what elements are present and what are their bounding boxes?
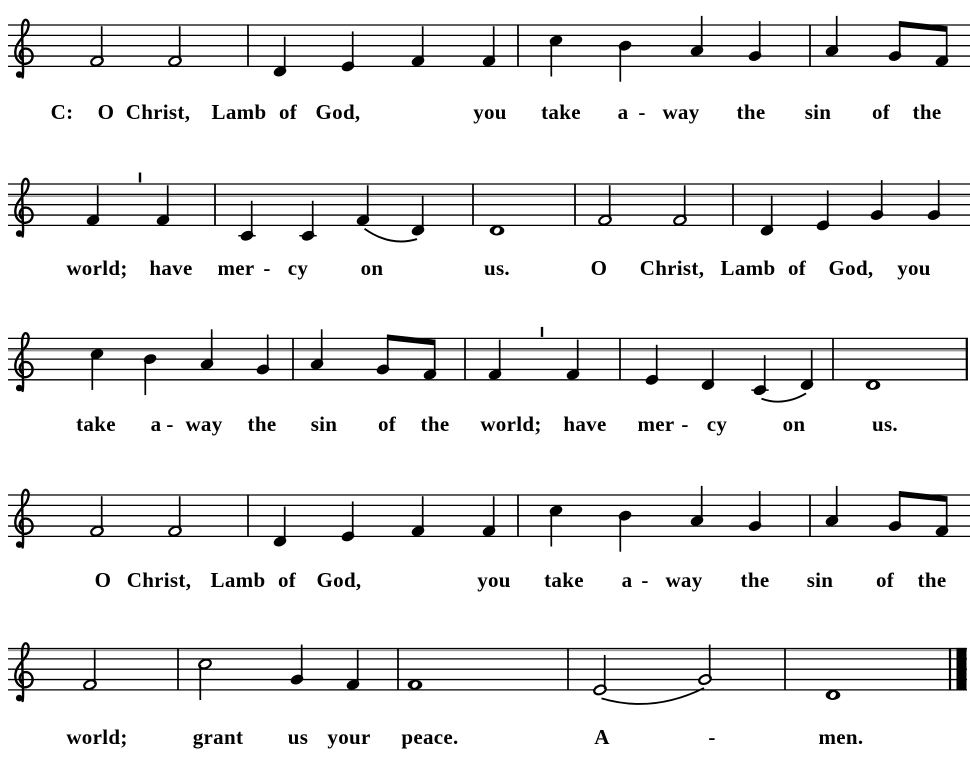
lyric-syllable: sin xyxy=(804,100,832,124)
lyric-syllable: God, xyxy=(316,568,362,592)
lyric-syllable: God, xyxy=(828,256,874,280)
lyric-syllable: have xyxy=(149,256,193,280)
eighth-beam xyxy=(388,334,435,345)
lyric-syllable: a xyxy=(621,568,633,592)
lyric-syllable: us. xyxy=(483,256,511,280)
lyric-syllable: Lamb xyxy=(720,256,776,280)
treble-clef-icon xyxy=(15,643,32,701)
lyric-hyphen: - xyxy=(708,725,716,749)
lyric-syllable: sin xyxy=(806,568,834,592)
lyric-hyphen: - xyxy=(681,412,689,436)
lyric-syllable: of xyxy=(377,412,397,436)
treble-clef-ball xyxy=(16,230,23,237)
lyric-syllable: have xyxy=(563,412,607,436)
eighth-beam xyxy=(900,21,947,32)
treble-clef-ball xyxy=(16,695,23,702)
lyric-syllable: cy xyxy=(706,412,728,436)
treble-clef-curve xyxy=(15,20,32,78)
lyric-syllable: Lamb xyxy=(211,100,267,124)
lyric-syllable: of xyxy=(278,100,298,124)
lyric-syllable: world; xyxy=(480,412,542,436)
lyric-syllable: of xyxy=(871,100,891,124)
lyric-syllable: God, xyxy=(315,100,361,124)
lyric-syllable: us xyxy=(287,725,309,749)
lyric-hyphen: - xyxy=(638,100,646,124)
lyric-syllable: mer xyxy=(637,412,675,436)
lyric-syllable: O xyxy=(94,568,112,592)
treble-clef-curve xyxy=(15,643,32,701)
treble-clef-icon xyxy=(15,333,32,391)
lyric-syllable: the xyxy=(736,100,766,124)
slur xyxy=(762,393,807,401)
lyric-syllable: us. xyxy=(871,412,899,436)
lyric-syllable: you xyxy=(477,568,511,592)
lyric-syllable: way xyxy=(185,412,223,436)
lyric-syllable: the xyxy=(740,568,770,592)
lyric-syllable: take xyxy=(76,412,116,436)
lyric-hyphen: - xyxy=(263,256,271,280)
lyric-syllable: the xyxy=(917,568,947,592)
treble-clef-icon xyxy=(15,20,32,78)
breath-mark xyxy=(139,173,141,183)
breath-mark xyxy=(541,327,543,337)
treble-clef-curve xyxy=(15,333,32,391)
lyric-syllable: the xyxy=(420,412,450,436)
lyric-syllable: your xyxy=(327,725,371,749)
lyric-syllable: you xyxy=(897,256,931,280)
lyric-syllable: grant xyxy=(192,725,244,749)
lyric-syllable: peace. xyxy=(401,725,459,749)
lyric-syllable: take xyxy=(544,568,584,592)
lyric-syllable: a xyxy=(617,100,629,124)
treble-clef-ball xyxy=(16,385,23,392)
lyric-syllable: O xyxy=(590,256,608,280)
lyric-syllable: on xyxy=(782,412,806,436)
lyric-syllable: take xyxy=(541,100,581,124)
lyric-syllable: of xyxy=(787,256,807,280)
treble-clef-icon xyxy=(15,179,32,237)
lyric-syllable: men. xyxy=(818,725,864,749)
lyric-syllable: the xyxy=(247,412,277,436)
lyric-syllable: you xyxy=(473,100,507,124)
lyric-syllable: Lamb xyxy=(210,568,266,592)
voice-label: C: xyxy=(50,100,74,124)
lyric-syllable: world; xyxy=(66,725,128,749)
lyric-syllable: world; xyxy=(66,256,128,280)
treble-clef-icon xyxy=(15,490,32,548)
treble-clef-ball xyxy=(16,541,23,548)
lyric-syllable: of xyxy=(277,568,297,592)
lyric-hyphen: - xyxy=(641,568,649,592)
lyric-syllable: way xyxy=(665,568,703,592)
lyric-syllable: of xyxy=(875,568,895,592)
lyric-syllable: A xyxy=(594,725,610,749)
lyric-syllable: the xyxy=(912,100,942,124)
lyric-syllable: Christ, xyxy=(126,568,192,592)
lyric-syllable: mer xyxy=(217,256,255,280)
treble-clef-ball xyxy=(16,71,23,78)
eighth-beam xyxy=(900,491,947,502)
lyric-syllable: O xyxy=(97,100,115,124)
final-thick-barline xyxy=(957,648,967,691)
treble-clef-curve xyxy=(15,179,32,237)
lyric-syllable: a xyxy=(150,412,162,436)
lyric-hyphen: - xyxy=(166,412,174,436)
treble-clef-curve xyxy=(15,490,32,548)
lyric-syllable: sin xyxy=(310,412,338,436)
lyric-syllable: way xyxy=(662,100,700,124)
lyric-syllable: on xyxy=(360,256,384,280)
slur xyxy=(365,229,418,242)
lyric-syllable: Christ, xyxy=(639,256,705,280)
lyric-syllable: Christ, xyxy=(125,100,191,124)
lyric-syllable: cy xyxy=(287,256,309,280)
